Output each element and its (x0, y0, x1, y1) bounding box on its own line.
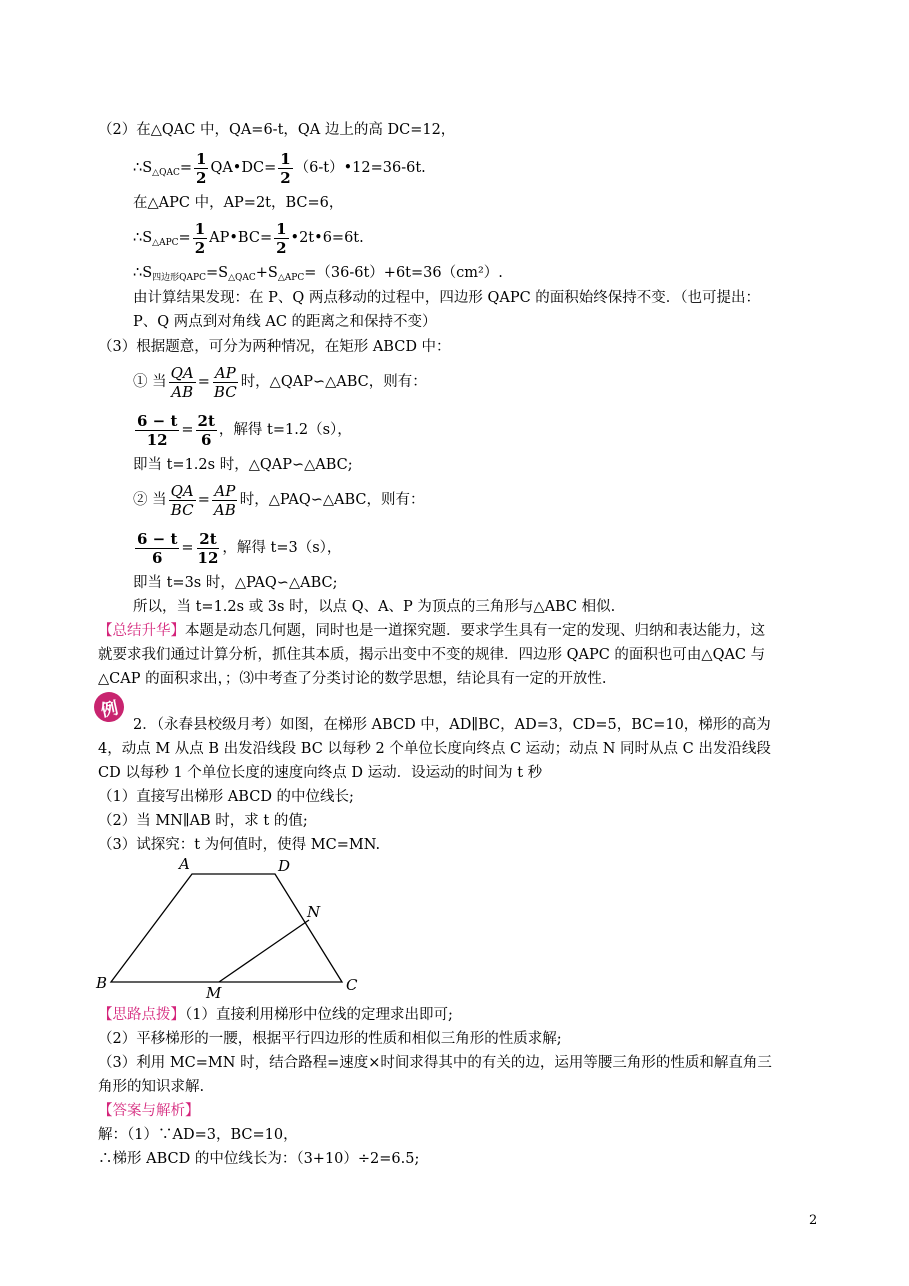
text: 本题是动态几何题，同时也是一道探究题．要求学生具有一定的发现、归纳和表达能力，这 (185, 623, 765, 639)
text-line: P、Q 两点到对角线 AC 的距离之和保持不变） (133, 314, 437, 330)
trapezoid-abcd (111, 874, 342, 982)
label-n: N (307, 903, 321, 921)
text-line: 角形的知识求解. (98, 1079, 205, 1095)
hint-tag: 【思路点拨】 (98, 1007, 185, 1023)
text: QA•DC= (210, 160, 277, 176)
page-number: 2 (809, 1213, 818, 1228)
segment-mn (219, 920, 309, 982)
text-line: ∴梯形 ABCD 的中位线长为：（3+10）÷2=6.5; (98, 1151, 420, 1167)
hint-line (98, 1004, 453, 1026)
text: ① 当 (133, 374, 167, 390)
numerator: 1 (196, 149, 207, 168)
text-line: △CAP 的面积求出，；⑶中考查了分类讨论的数学思想，结论具有一定的开放性. (98, 671, 607, 687)
numerator: 2t (199, 529, 217, 548)
denominator: 2 (194, 238, 206, 257)
subscript: △QAC (152, 168, 180, 178)
denominator: 6 (201, 430, 212, 449)
numerator: AP (214, 363, 236, 382)
text-line: 即当 t=3s 时，△PAQ∽△ABC; (133, 575, 338, 591)
summary-tag: 【总结升华】 (98, 623, 185, 639)
denominator: 12 (146, 430, 168, 449)
text: ∴S (133, 265, 153, 281)
numerator: 6 − t (137, 411, 178, 430)
subscript: △APC (277, 273, 305, 283)
label-c: C (346, 976, 358, 994)
denominator: 6 (151, 548, 163, 567)
text: ，解得 t=3（s）， (222, 540, 342, 556)
text: AP•BC= (209, 230, 273, 246)
text-line: （3）根据题意，可分为两种情况，在矩形 ABCD 中： (98, 339, 451, 355)
label-m: M (206, 984, 222, 1002)
text: 时，△QAP∽△ABC，则有： (240, 374, 427, 390)
text-line: 所以，当 t=1.2s 或 3s 时，以点 Q、A、P 为顶点的三角形与△ABC 相似. (133, 599, 616, 615)
numerator: 2t (197, 411, 215, 430)
denominator: AB (171, 382, 194, 401)
text: = (181, 422, 194, 438)
text: 时，△PAQ∽△ABC，则有： (239, 492, 425, 508)
numerator: QA (170, 481, 194, 500)
numerator: 1 (276, 219, 287, 238)
denominator: 2 (280, 168, 291, 187)
text-line: 在△APC 中，AP=2t，BC=6， (133, 195, 344, 211)
numerator: 1 (280, 149, 291, 168)
numerator: 6 − t (137, 529, 178, 548)
text: ∴S (133, 230, 153, 246)
denominator: 12 (197, 548, 219, 567)
numerator: QA (170, 363, 194, 382)
text-line: 4，动点 M 从点 B 出发沿线段 BC 以每秒 2 个单位长度向终点 C 运动；动点 N 同时从点 C 出发沿线段 (98, 741, 771, 757)
label-b: B (96, 974, 108, 992)
text: = (178, 230, 191, 246)
answer-tag (98, 1100, 200, 1122)
text: =（36-6t）+6t=36（cm²）. (304, 265, 503, 281)
text-line: （2）平移梯形的一腰，根据平行四边形的性质和相似三角形的性质求解; (98, 1031, 562, 1047)
text-line: 由计算结果发现：在 P、Q 两点移动的过程中，四边形 QAPC 的面积始终保持不变．（也可提出： (133, 290, 761, 306)
text: +S (255, 265, 278, 281)
numerator: AP (214, 481, 236, 500)
question-2: （2）当 MN∥AB 时，求 t 的值; (98, 813, 308, 829)
denominator: 2 (276, 238, 287, 257)
text: = (179, 160, 193, 176)
text: （6-t）•12=36-6t. (294, 160, 426, 176)
text: = (197, 492, 210, 508)
text-line: 即当 t=1.2s 时，△QAP∽△ABC; (133, 457, 353, 473)
label-a: A (179, 855, 190, 873)
text-line: （3）利用 MC=MN 时，结合路程=速度×时间求得其中的有关的边，运用等腰三角形的性质和解直角三 (98, 1055, 772, 1071)
text-line: 就要求我们通过计算分析，抓住其本质，揭示出变中不变的规律．四边形 QAPC 的面积也可由△QAC 与 (98, 647, 766, 663)
text: •2t•6=6t. (290, 230, 364, 246)
subscript: △APC (152, 238, 179, 248)
text: = (181, 540, 194, 556)
text: ② 当 (133, 492, 167, 508)
denominator: AB (213, 500, 236, 519)
text: （1）直接利用梯形中位线的定理求出即可; (185, 1007, 453, 1023)
answer-tag-text: 【答案与解析】 (98, 1103, 200, 1119)
label-d: D (278, 857, 291, 875)
question-1: （1）直接写出梯形 ABCD 的中位线长; (98, 789, 354, 805)
denominator: BC (170, 500, 194, 519)
text-line: CD 以每秒 1 个单位长度的速度向终点 D 运动．设运动的时间为 t 秒 (98, 765, 543, 781)
text: = (197, 374, 210, 390)
text: ∴S (133, 160, 153, 176)
subscript: 四边形QAPC (152, 273, 206, 283)
denominator: BC (213, 382, 237, 401)
text: ，解得 t=1.2（s）， (218, 422, 352, 438)
example-badge-icon: 例 (91, 689, 127, 725)
subscript: △QAC (228, 273, 256, 283)
text: =S (206, 265, 229, 281)
text-line: 2．（永春县校级月考）如图，在梯形 ABCD 中，AD∥BC，AD=3，CD=5，BC=10，梯形的高为 (133, 717, 771, 733)
text-line: （2）在△QAC 中，QA=6-t，QA 边上的高 DC=12， (98, 122, 456, 138)
question-3: （3）试探究：t 为何值时，使得 MC=MN. (98, 837, 381, 853)
text-line: 解：（1）∵AD=3，BC=10， (98, 1127, 298, 1143)
denominator: 2 (196, 168, 207, 187)
numerator: 1 (194, 219, 206, 238)
